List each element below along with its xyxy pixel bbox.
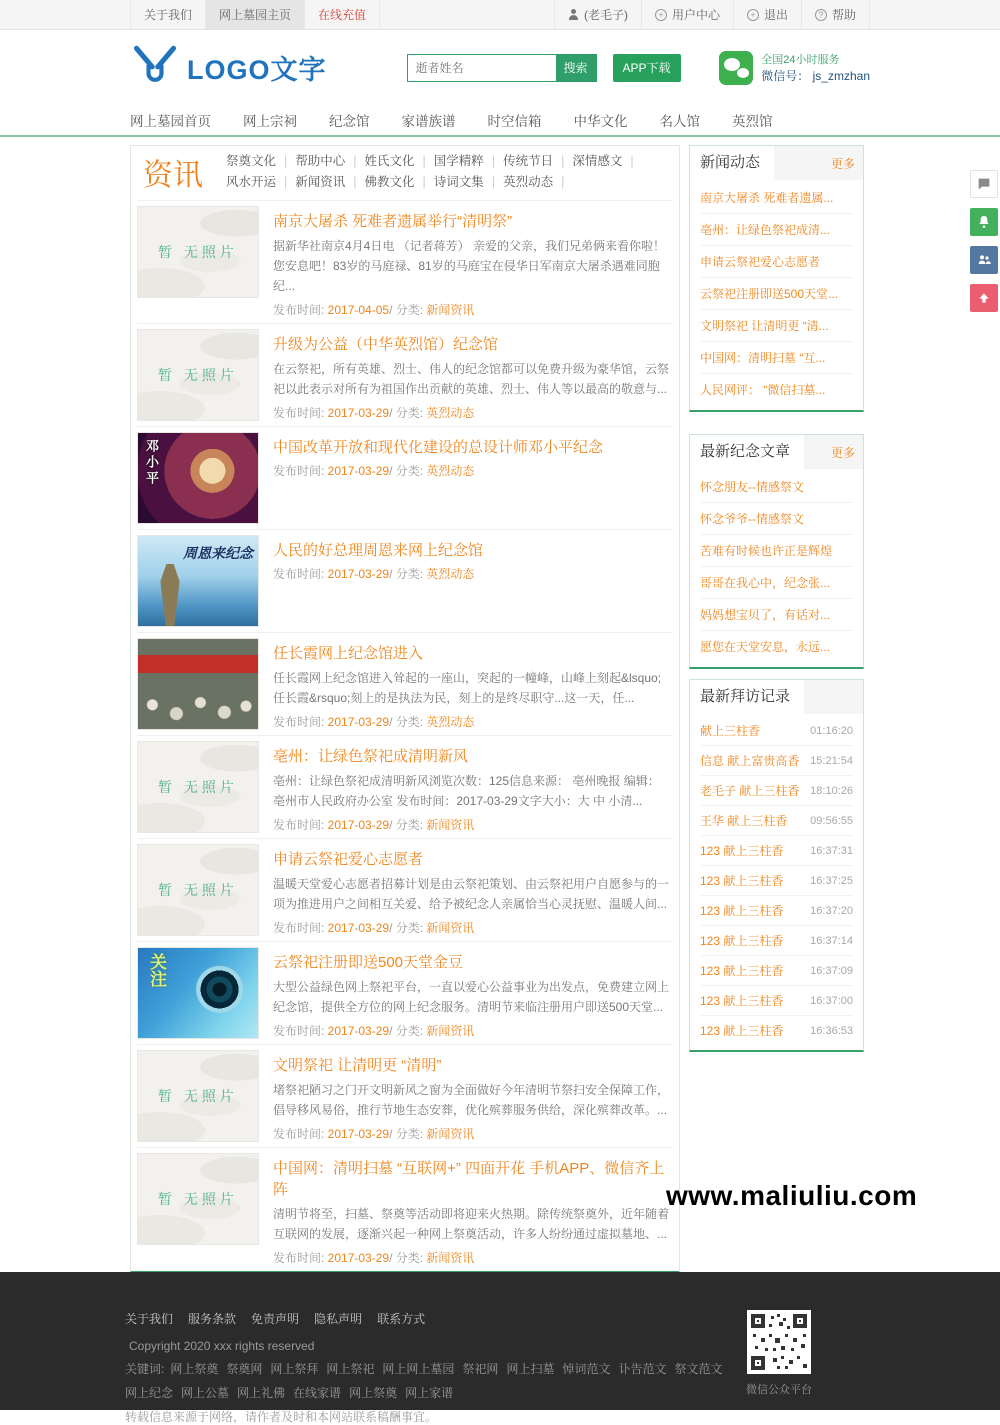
box-title: 最新纪念文章	[690, 435, 804, 469]
nav-chinese-culture[interactable]: 中华文化	[573, 114, 628, 129]
visit-records-list	[690, 714, 863, 1050]
news-thumbnail[interactable]	[137, 741, 259, 833]
news-meta: 发布时间: 2017-03-29/ 分类: 英烈动态	[273, 464, 475, 478]
nav-time-mailbox[interactable]: 时空信箱	[487, 114, 542, 129]
footer-link[interactable]: 隐私声明	[314, 1312, 363, 1326]
divider: |	[422, 154, 426, 168]
keyword-link[interactable]: 网上纪念	[125, 1386, 174, 1400]
visit-record-link[interactable]: 123 献上三柱香	[700, 844, 784, 858]
category-link[interactable]: 诗词文集	[433, 175, 484, 189]
box-title: 最新拜访记录	[690, 680, 804, 714]
visit-record	[700, 776, 853, 806]
news-item	[137, 427, 673, 530]
keyword-link[interactable]: 在线家谱	[293, 1386, 342, 1400]
news-description: 清明节将至，扫墓、祭奠等活动即将迎来火热期。除传统祭奠外，近年随着互联网的发展，逐渐兴起一种网上祭奠活动，许多人纷纷通过虚拟墓地、...	[273, 1207, 670, 1241]
circle-plus-icon: +	[747, 9, 759, 21]
category-link[interactable]: 新闻资讯	[426, 921, 475, 935]
divider: |	[561, 175, 565, 189]
visit-record	[700, 866, 853, 896]
user-icon	[568, 9, 579, 20]
sidebar-article-link[interactable]: 怀念朋友--情感祭文	[700, 471, 853, 503]
news-item	[137, 942, 673, 1045]
main-nav	[0, 105, 1000, 137]
category-link[interactable]: 传统节日	[503, 154, 554, 168]
news-title-link[interactable]: 文明祭祀 让清明更 “清明”	[273, 1057, 442, 1074]
publish-date: 2017-03-29	[327, 1127, 390, 1141]
category-link[interactable]: 新闻资讯	[426, 303, 475, 317]
visit-record-link[interactable]: 123 献上三柱香	[700, 1024, 784, 1038]
news-item	[137, 324, 673, 427]
visit-record-link[interactable]: 老毛子 献上三柱香	[700, 784, 800, 798]
news-section	[130, 145, 680, 1273]
visit-record-time: 18:10:26	[810, 784, 853, 797]
news-list	[137, 201, 673, 1271]
divider: |	[561, 154, 565, 168]
app-download-button[interactable]: APP下载	[613, 54, 681, 82]
news-thumbnail[interactable]	[137, 432, 259, 524]
visit-record-time: 01:16:20	[810, 724, 853, 737]
news-title-link[interactable]: 申请云祭祀爱心志愿者	[273, 851, 424, 868]
visit-record-link[interactable]: 123 献上三柱香	[700, 994, 784, 1008]
category-link[interactable]: 新闻资讯	[426, 1024, 475, 1038]
header	[130, 30, 870, 105]
more-link[interactable]: 更多	[830, 156, 855, 171]
news-meta: 发布时间: 2017-03-29/ 分类: 新闻资讯	[273, 1127, 475, 1141]
news-meta: 发布时间: 2017-04-05/ 分类: 新闻资讯	[273, 303, 475, 317]
news-title-link[interactable]: 人民的好总理周恩来网上纪念馆	[273, 542, 484, 559]
news-meta: 发布时间: 2017-03-29/ 分类: 新闻资讯	[273, 1251, 475, 1265]
visit-record	[700, 986, 853, 1016]
topbar-right	[554, 0, 870, 29]
keyword-link[interactable]: 网上祭奠	[170, 1362, 219, 1376]
visit-record	[700, 836, 853, 866]
nav-ancestral-hall[interactable]: 网上宗祠	[243, 114, 297, 129]
publish-date: 2017-03-29	[327, 818, 390, 832]
visit-record-link[interactable]: 信息 献上富贵高香	[700, 754, 800, 768]
visit-record-time: 16:37:20	[810, 904, 853, 917]
keywords-row-2	[125, 1384, 731, 1401]
thumbnail-label: 暂 无照片	[158, 367, 238, 383]
sidebar-news-link[interactable]: 申请云祭祀爱心志愿者	[700, 246, 853, 278]
divider: |	[353, 154, 357, 168]
category-link[interactable]: 帮助中心	[295, 154, 346, 168]
visit-record-time: 16:37:14	[810, 934, 853, 947]
thumbnail-label: 关注	[147, 953, 166, 987]
visit-record-link[interactable]: 123 献上三柱香	[700, 874, 784, 888]
service-hours-text: 全国24小时服务	[761, 53, 840, 66]
news-item	[137, 839, 673, 942]
visit-record-time: 16:36:53	[810, 1024, 853, 1037]
visit-record	[700, 1016, 853, 1045]
visit-record-time: 16:37:09	[810, 964, 853, 977]
circle-question-icon: ?	[815, 9, 827, 21]
keyword-link[interactable]: 网上祭奠	[349, 1386, 398, 1400]
category-link[interactable]: 英烈动态	[503, 175, 554, 189]
bell-icon	[976, 214, 992, 230]
news-title-link[interactable]: 任长霞网上纪念馆进入	[273, 645, 424, 662]
news-description: 任长霞网上纪念馆进入耸起的一座山，突起的一幢峰，山峰上刻起&lsquo;任长霞&rsquo;刻上的是执法为民，刻上的是终尽职守...这一天，任...	[273, 671, 662, 705]
keyword-link[interactable]: 网上礼佛	[237, 1386, 286, 1400]
reprint-note: 转载信息来源于网络，请作者及时和本网站联系稿酬事宜。	[125, 1410, 438, 1424]
publish-date: 2017-04-05	[327, 303, 390, 317]
footer-link[interactable]: 联系方式	[377, 1312, 426, 1326]
visit-record-link[interactable]: 123 献上三柱香	[700, 964, 784, 978]
thumbnail-label: 暂 无照片	[158, 1191, 238, 1207]
search-input[interactable]	[408, 55, 556, 81]
category-row-1	[221, 151, 637, 172]
visit-record	[700, 896, 853, 926]
home-tab[interactable]: 网上墓园主页	[206, 0, 305, 29]
news-dynamics-box	[689, 145, 864, 412]
thumbnail-label: 邓小平	[144, 439, 159, 487]
thumbnail-label: 周恩来纪念	[183, 546, 253, 562]
user-center-link[interactable]: + 用户中心	[642, 0, 734, 29]
keyword-link[interactable]: 悼词范文	[562, 1362, 611, 1376]
visit-record-time: 09:56:55	[810, 814, 853, 827]
visit-record	[700, 746, 853, 776]
thumbnail-label: 暂 无照片	[158, 1088, 238, 1104]
news-item	[137, 530, 673, 633]
news-description: 堵祭祀陋习之门开文明新风之窗为全面做好今年清明节祭扫安全保障工作，倡导移风易俗，推行节地生态安葬，优化殡葬服务供给，深化殡葬改革。...	[273, 1083, 670, 1117]
box-title: 新闻动态	[690, 146, 774, 180]
people-icon	[976, 252, 992, 268]
category-link[interactable]: 祭奠文化	[226, 154, 277, 168]
news-thumbnail[interactable]	[137, 535, 259, 627]
visit-records-box	[689, 679, 864, 1052]
sidebar-news-link[interactable]: 文明祭祀 让清明更 “清...	[700, 310, 853, 342]
latest-articles-box	[689, 434, 864, 669]
keywords-row-1	[125, 1360, 731, 1377]
logo-text: LOGO文字	[187, 55, 327, 85]
current-user[interactable]: (老毛子)	[554, 0, 642, 29]
publish-date: 2017-03-29	[327, 567, 390, 581]
latest-articles-list	[690, 469, 863, 667]
category-link[interactable]: 风水开运	[226, 175, 277, 189]
sidebar	[689, 145, 864, 1052]
main-nav-items	[130, 105, 870, 135]
news-meta: 发布时间: 2017-03-29/ 分类: 英烈动态	[273, 406, 475, 420]
main-content	[130, 145, 870, 1305]
news-meta: 发布时间: 2017-03-29/ 分类: 英烈动态	[273, 567, 475, 581]
thumbnail-label: 暂 无照片	[158, 244, 238, 260]
publish-date: 2017-03-29	[327, 406, 390, 420]
search-button[interactable]: 搜索	[556, 55, 596, 81]
news-item	[137, 633, 673, 736]
help-link[interactable]: ? 帮助	[802, 0, 870, 29]
sidebar-article-link[interactable]: 妈妈想宝贝了，有话对...	[700, 599, 853, 631]
keyword-link[interactable]: 网上扫墓	[506, 1362, 555, 1376]
news-thumbnail[interactable]	[137, 206, 259, 298]
copyright-text: Copyright 2020 xxx rights reserved	[129, 1339, 315, 1353]
notice-button[interactable]	[970, 208, 998, 236]
floating-toolbar	[970, 170, 998, 312]
chat-icon	[976, 176, 992, 192]
news-description: 亳州：让绿色祭祀成清明新风浏览次数：125信息来源： 亳州晚报 编辑： 亳州市人民政府办公室 发布时间：2017-03-29文字大小：大 中 小清...	[273, 774, 660, 808]
more-link[interactable]: 更多	[830, 445, 855, 460]
news-dynamics-list	[690, 180, 863, 410]
logo-icon	[130, 43, 180, 92]
footer-link[interactable]: 关于我们	[125, 1312, 174, 1326]
visit-record-link[interactable]: 王华 献上三柱香	[700, 814, 788, 828]
category-link[interactable]: 英烈动态	[426, 406, 475, 420]
divider: |	[284, 175, 288, 189]
divider: |	[284, 154, 288, 168]
news-meta: 发布时间: 2017-03-29/ 分类: 新闻资讯	[273, 818, 475, 832]
visit-record-time: 15:21:54	[810, 754, 853, 767]
news-description: 大型公益绿色网上祭祀平台，一直以爱心公益事业为出发点，免费建立网上纪念馆，提供全方位的网上纪念服务。清明节来临注册用户即送500天堂...	[273, 980, 670, 1014]
thumbnail-label: 暂 无照片	[158, 779, 238, 795]
keyword-link[interactable]: 网上家谱	[405, 1386, 454, 1400]
chat-button[interactable]	[970, 170, 998, 198]
watermark-text: www.maliuliu.com	[666, 1180, 918, 1211]
nav-memorial-hall[interactable]: 纪念馆	[329, 114, 370, 129]
news-meta: 发布时间: 2017-03-29/ 分类: 新闻资讯	[273, 921, 475, 935]
category-link[interactable]: 新闻资讯	[426, 1127, 475, 1141]
topbar	[0, 0, 1000, 30]
divider: |	[630, 154, 634, 168]
publish-date: 2017-03-29	[327, 464, 390, 478]
news-meta: 发布时间: 2017-03-29/ 分类: 新闻资讯	[273, 1024, 475, 1038]
footer-link[interactable]: 服务条款	[188, 1312, 237, 1326]
category-link[interactable]: 英烈动态	[426, 464, 475, 478]
keyword-link[interactable]: 讣告范文	[618, 1362, 667, 1376]
news-description: 在云祭祀，所有英雄、烈士、伟人的纪念馆都可以免费升级为豪华馆，云祭祀以此表示对所有为祖国作出贡献的英雄、烈士、伟人等以最高的敬意与...	[273, 362, 670, 396]
nav-genealogy[interactable]: 家谱族谱	[401, 114, 456, 129]
sidebar-article-link[interactable]: 哥哥在我心中，纪念张...	[700, 567, 853, 599]
about-link[interactable]: 关于我们	[130, 0, 206, 29]
logo[interactable]	[130, 43, 327, 92]
visit-record-link[interactable]: 123 献上三柱香	[700, 934, 784, 948]
category-link[interactable]: 新闻资讯	[295, 175, 346, 189]
visit-record	[700, 806, 853, 836]
visit-record-link[interactable]: 123 献上三柱香	[700, 904, 784, 918]
news-title-link[interactable]: 亳州：让绿色祭祀成清明新风	[273, 748, 469, 765]
news-thumbnail[interactable]	[137, 1153, 259, 1245]
visit-record-time: 16:37:25	[810, 874, 853, 887]
news-title-link[interactable]: 升级为公益（中华英烈馆）纪念馆	[273, 336, 499, 353]
keywords-label: 关键词:	[125, 1362, 165, 1376]
keyword-link[interactable]: 网上公墓	[181, 1386, 230, 1400]
news-title-link[interactable]: 云祭祀注册即送500天堂金豆	[273, 954, 464, 971]
keyword-link[interactable]: 网上网上墓园	[382, 1362, 455, 1376]
users-button[interactable]	[970, 246, 998, 274]
news-thumbnail[interactable]	[137, 947, 259, 1039]
news-thumbnail[interactable]	[137, 1050, 259, 1142]
news-section-header	[137, 146, 673, 201]
news-title-link[interactable]: 中国改革开放和现代化建设的总设计师邓小平纪念	[273, 439, 604, 456]
visit-record	[700, 716, 853, 746]
news-item	[137, 1148, 673, 1271]
sidebar-news-link[interactable]: 人民网评： “微信扫墓...	[700, 383, 826, 397]
news-item	[137, 736, 673, 839]
footer-links	[125, 1310, 731, 1327]
visit-record-time: 16:37:00	[810, 994, 853, 1007]
news-description: 据新华社南京4月4日电 （记者蒋芳） 亲爱的父亲，我们兄弟俩来看你啦！您安息吧！83岁的马庭禄、81岁的马庭宝在侵华日军南京大屠杀遇难同胞纪...	[273, 239, 666, 293]
qr-code	[747, 1310, 811, 1374]
nav-martyr-hall[interactable]: 英烈馆	[732, 114, 773, 129]
sidebar-news-link[interactable]: 南京大屠杀 死难者遗属...	[700, 182, 853, 214]
keyword-link[interactable]: 祭祀网	[462, 1362, 499, 1376]
wechat-qr-block	[745, 1310, 813, 1425]
sidebar-news-link[interactable]: 云祭祀注册即送500天堂...	[700, 278, 853, 310]
wechat-id-text: 微信号： js_zmzhan	[761, 68, 870, 83]
keyword-link[interactable]: 网上祭祀	[326, 1362, 375, 1376]
footer-link[interactable]: 免责声明	[251, 1312, 300, 1326]
divider: |	[491, 154, 496, 168]
qr-caption: 微信公众平台	[746, 1384, 812, 1396]
news-section-title: 资讯	[143, 158, 203, 193]
sidebar-article-link[interactable]: 愿您在天堂安息，永远...	[700, 640, 831, 654]
divider: |	[491, 175, 496, 189]
sidebar-article-link[interactable]: 怀念爷爷--情感祭文	[700, 503, 853, 535]
publish-date: 2017-03-29	[327, 921, 390, 935]
category-link[interactable]: 新闻资讯	[426, 818, 475, 832]
category-link[interactable]: 英烈动态	[426, 715, 475, 729]
keyword-link[interactable]: 祭奠网	[226, 1362, 263, 1376]
recharge-link[interactable]: 在线充值	[305, 0, 380, 29]
wechat-contact	[719, 51, 870, 85]
sidebar-news-link[interactable]: 中国网：清明扫墓 “互...	[700, 342, 853, 374]
footer	[0, 1272, 1000, 1424]
category-link[interactable]: 新闻资讯	[426, 1251, 475, 1265]
news-title-link[interactable]: 中国网：清明扫墓 “互联网+” 四面开花 手机APP、微信齐上阵	[273, 1160, 665, 1198]
thumbnail-label: 暂 无照片	[158, 882, 238, 898]
divider: |	[353, 175, 357, 189]
visit-record-time: 16:37:31	[810, 844, 853, 857]
wechat-icon	[719, 51, 753, 85]
news-description: 温暖天堂爱心志愿者招募计划是由云祭祀策划、由云祭祀用户自愿参与的一项为推进用户之间相互关爱、给予被纪念人亲属恰当心灵抚慰、温暖人间...	[273, 877, 670, 911]
sidebar-article-link[interactable]: 苦难有时候也许正是辉煌	[700, 535, 853, 567]
news-item	[137, 201, 673, 324]
category-row-2	[221, 172, 637, 193]
sidebar-news-link[interactable]: 亳州：让绿色祭祀成清...	[700, 214, 853, 246]
search-area	[407, 54, 681, 82]
keyword-link[interactable]: 网上祭拜	[270, 1362, 319, 1376]
visit-record-link[interactable]: 献上三柱香	[700, 724, 761, 738]
arrow-up-icon	[976, 290, 992, 306]
publish-date: 2017-03-29	[327, 1024, 390, 1038]
divider: |	[422, 175, 426, 189]
news-title-link[interactable]: 南京大屠杀 死难者遗属举行“清明祭”	[273, 213, 513, 230]
topbar-left	[130, 0, 380, 29]
news-thumbnail[interactable]	[137, 844, 259, 936]
publish-date: 2017-03-29	[327, 715, 390, 729]
news-meta: 发布时间: 2017-03-29/ 分类: 英烈动态	[273, 715, 475, 729]
circle-plus-icon: +	[655, 9, 667, 21]
keyword-link[interactable]: 祭文范文	[674, 1362, 723, 1376]
news-item	[137, 1045, 673, 1148]
category-link[interactable]: 英烈动态	[426, 567, 475, 581]
category-links	[221, 151, 637, 193]
logout-link[interactable]: + 退出	[734, 0, 802, 29]
visit-record	[700, 926, 853, 956]
category-link[interactable]: 深情感文	[572, 154, 623, 168]
back-to-top-button[interactable]	[970, 284, 998, 312]
nav-celebrity-hall[interactable]: 名人馆	[659, 114, 700, 129]
publish-date: 2017-03-29	[327, 1251, 390, 1265]
news-thumbnail[interactable]	[137, 329, 259, 421]
category-link[interactable]: 佛教文化	[364, 175, 415, 189]
nav-home[interactable]: 网上墓园首页	[130, 114, 211, 129]
news-thumbnail[interactable]	[137, 638, 259, 730]
visit-record	[700, 956, 853, 986]
category-link[interactable]: 国学精粹	[433, 154, 484, 168]
category-link[interactable]: 姓氏文化	[364, 154, 415, 168]
